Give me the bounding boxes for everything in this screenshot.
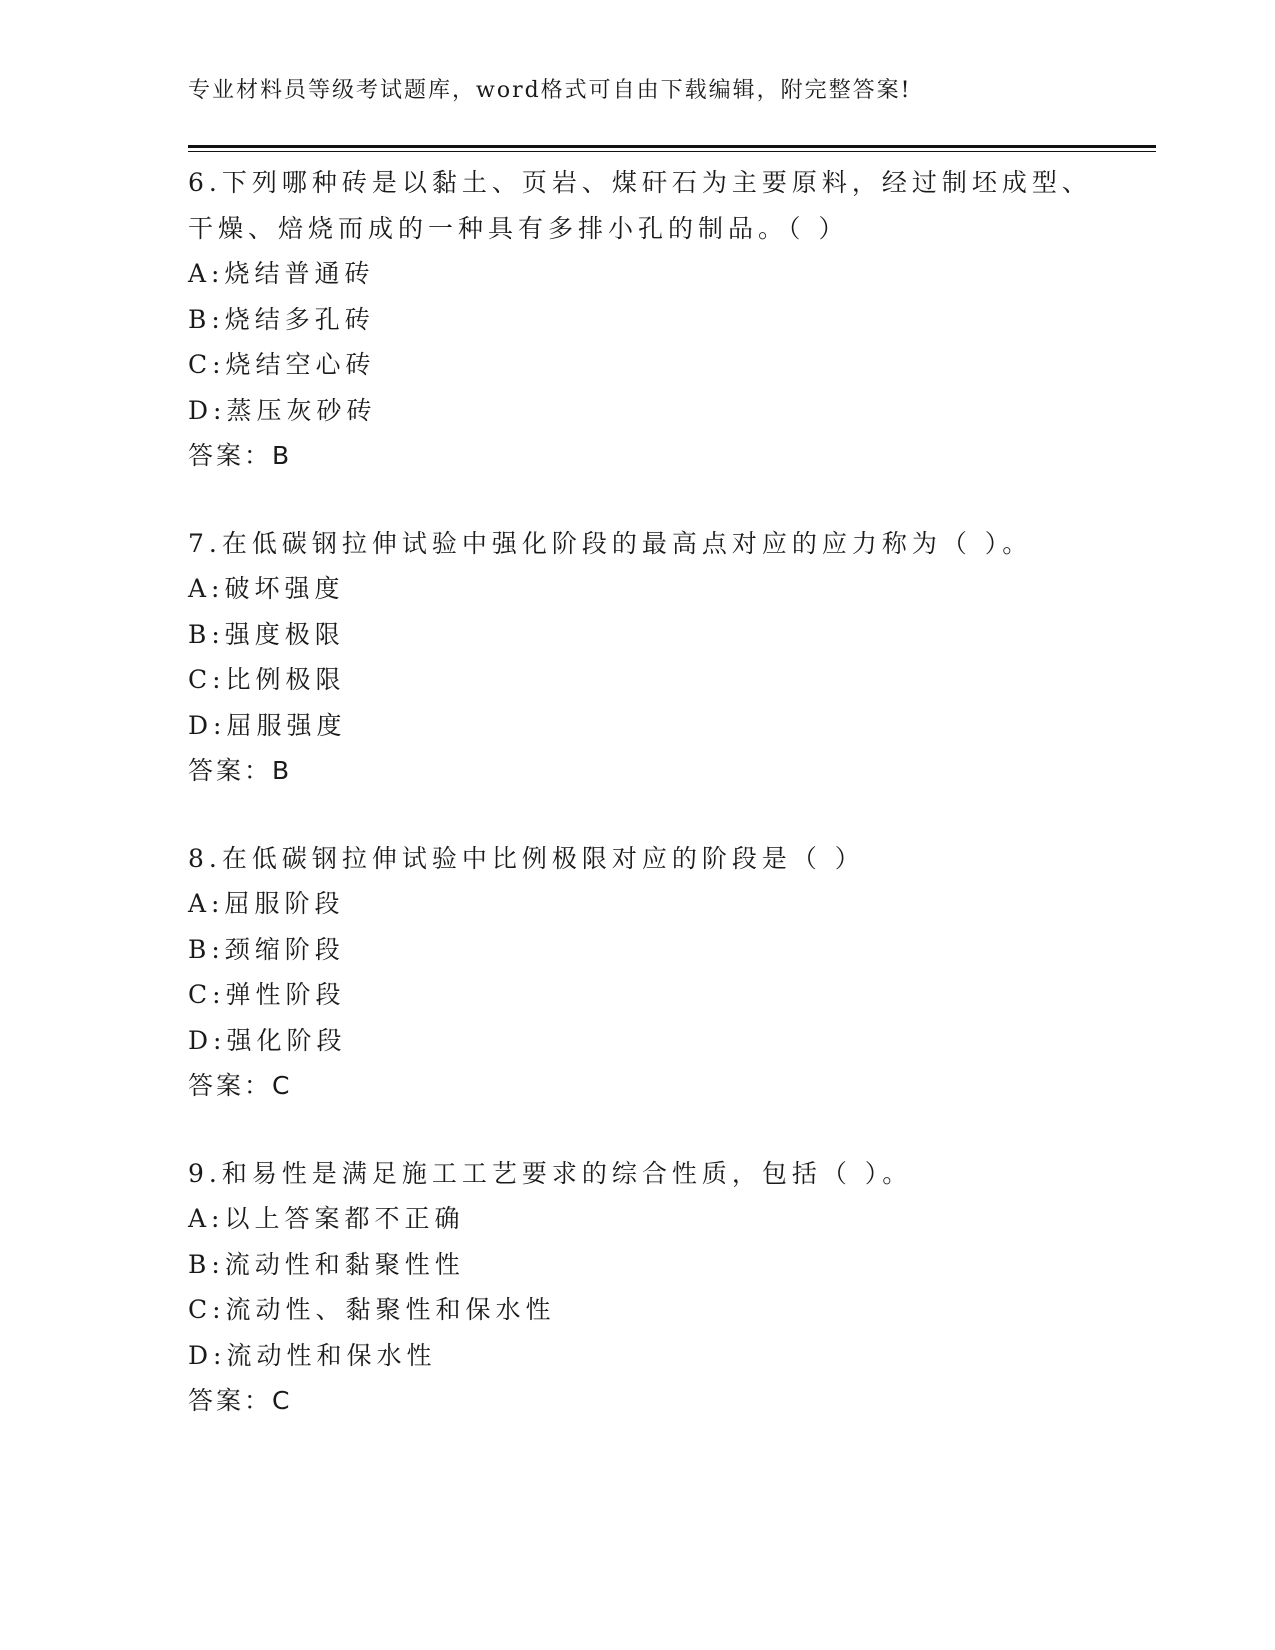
answer: 答案：B <box>188 441 293 470</box>
option-a: A:以上答案都不正确 <box>188 1204 465 1233</box>
option-c: C:流动性、黏聚性和保水性 <box>188 1295 556 1324</box>
option-b: B:强度极限 <box>188 619 345 649</box>
option-a: A:破坏强度 <box>188 574 345 603</box>
option-c: C:比例极限 <box>188 665 346 694</box>
option-d: D:蒸压灰砂砖 <box>188 395 377 425</box>
option-a: A:屈服阶段 <box>188 889 345 918</box>
question-text: 9.和易性是满足施工工艺要求的综合性质，包括（ ）。 <box>188 1158 913 1188</box>
question-text: 8.在低碳钢拉伸试验中比例极限对应的阶段是（ ） <box>188 843 865 873</box>
header-rule-thin <box>188 151 1156 152</box>
option-d: D:强化阶段 <box>188 1025 347 1055</box>
question-8 <box>188 836 1188 1109</box>
question-list <box>188 160 1188 1466</box>
option-b: B:流动性和黏聚性性 <box>188 1249 465 1279</box>
option-c: C:烧结空心砖 <box>188 350 376 379</box>
question-7 <box>188 521 1188 794</box>
option-a: A:烧结普通砖 <box>188 259 375 288</box>
option-b: B:烧结多孔砖 <box>188 304 375 334</box>
answer: 答案：B <box>188 756 293 785</box>
answer: 答案：C <box>188 1386 293 1415</box>
option-d: D:屈服强度 <box>188 710 347 740</box>
answer: 答案：C <box>188 1071 293 1100</box>
option-c: C:弹性阶段 <box>188 980 346 1009</box>
header-rule-thick <box>188 145 1156 148</box>
page-header: 专业材料员等级考试题库，word格式可自由下载编辑，附完整答案! <box>188 78 912 103</box>
question-6 <box>188 160 1188 479</box>
question-text: 干燥、焙烧而成的一种具有多排小孔的制品。（ ） <box>188 213 849 243</box>
option-b: B:颈缩阶段 <box>188 934 345 964</box>
question-text: 6.下列哪种砖是以黏土、页岩、煤矸石为主要原料，经过制坯成型、 <box>188 168 1092 197</box>
option-d: D:流动性和保水性 <box>188 1340 437 1370</box>
question-9 <box>188 1151 1188 1424</box>
question-text: 7.在低碳钢拉伸试验中强化阶段的最高点对应的应力称为（ ）。 <box>188 528 1033 558</box>
